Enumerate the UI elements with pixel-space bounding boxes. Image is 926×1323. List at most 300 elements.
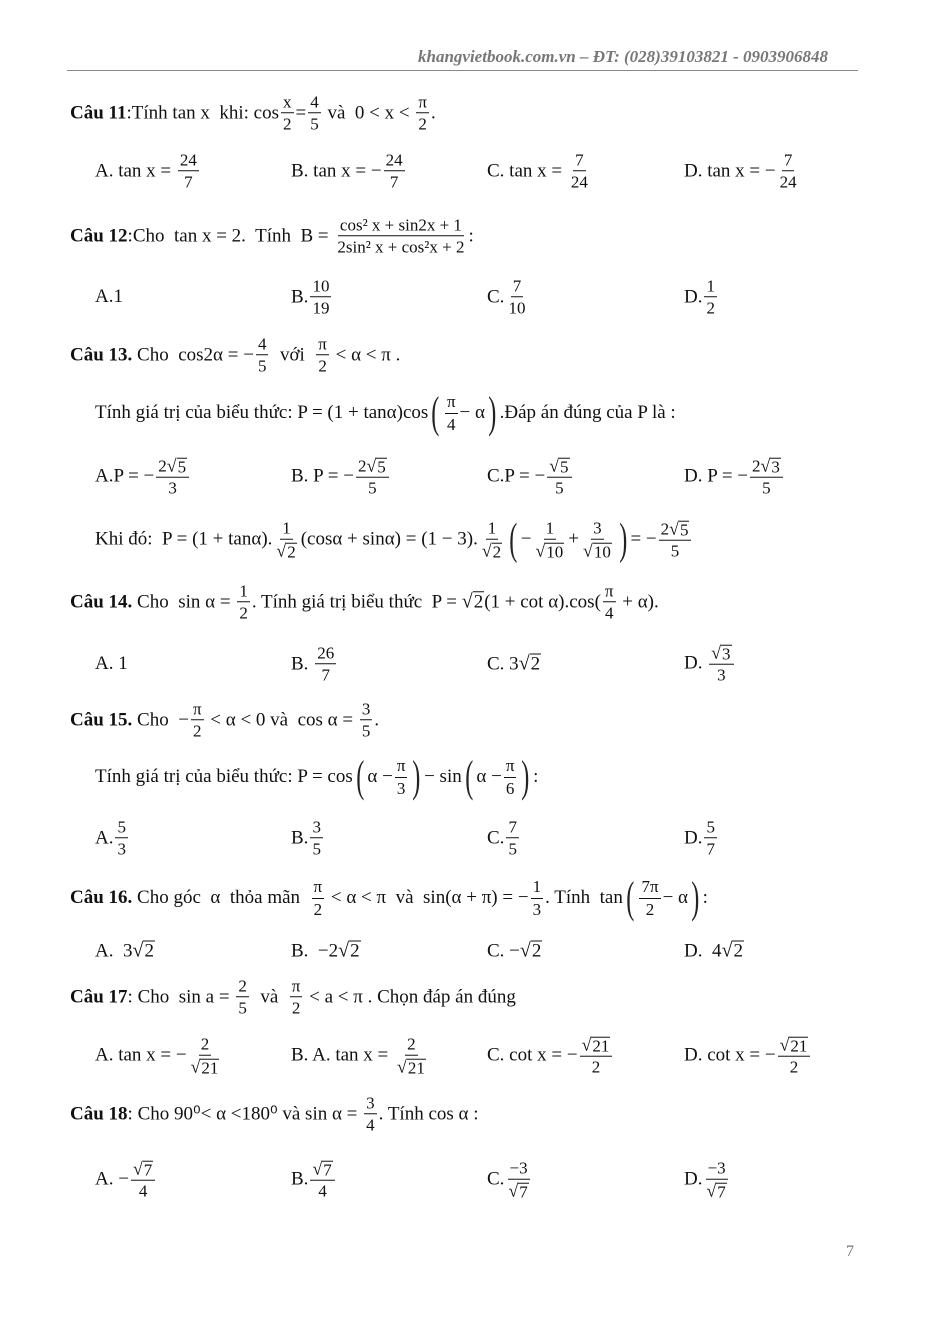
math-text: π [318, 334, 327, 354]
math-text: 2 [706, 298, 715, 318]
math-text: 5 [706, 817, 715, 837]
fraction [256, 333, 269, 377]
fraction [547, 455, 571, 500]
math-text: . Tính giá trị biểu thức P = [251, 591, 462, 612]
math-text: x [283, 92, 292, 112]
math-text: D. cot x = − [684, 1044, 776, 1066]
square-root [519, 653, 541, 676]
math-text: < α < π và sin(α + π) = − [326, 887, 529, 908]
math-text: 2 [418, 114, 427, 134]
square-root [761, 455, 781, 477]
radicand: 3 [771, 457, 780, 477]
math-text: Cho sin α = [132, 591, 236, 612]
fraction [115, 816, 128, 860]
square-root [397, 1056, 426, 1078]
fraction [750, 455, 783, 500]
math-text: 4 [138, 1182, 148, 1202]
left-paren: ( [465, 752, 474, 801]
math-text: C. [487, 1168, 505, 1190]
math-text: 3 [117, 839, 126, 859]
math-text: B. P = − [291, 465, 354, 487]
math-text: B. [291, 653, 314, 674]
math-text: 2 [357, 456, 367, 476]
square-root [366, 455, 386, 477]
radical-sign-icon: √ [581, 1034, 592, 1055]
answer-option-c[interactable] [487, 940, 542, 963]
fraction [581, 518, 614, 563]
fraction [189, 1034, 222, 1079]
math-text: 3 [717, 666, 726, 686]
answer-option-a[interactable] [95, 940, 155, 963]
radicand: 2 [144, 940, 154, 962]
answer-option-c[interactable] [487, 816, 521, 860]
denominator [137, 1181, 150, 1202]
denominator [290, 998, 303, 1019]
math-text: C. − [487, 940, 520, 961]
fraction [778, 149, 799, 193]
math-text: − [520, 528, 532, 550]
radicand: 2 [492, 542, 502, 562]
page-number: 7 [846, 1243, 854, 1260]
radicand: 2 [287, 542, 296, 562]
answer-option-d[interactable] [684, 275, 719, 319]
numerator [573, 149, 586, 171]
question-prompt [70, 975, 516, 1019]
fraction [639, 876, 660, 920]
numerator [156, 455, 189, 478]
math-text: 7 [389, 172, 399, 192]
radicand: 21 [592, 1036, 610, 1056]
numerator [280, 518, 293, 540]
radical-sign-icon: √ [338, 939, 350, 962]
radicand: 5 [177, 457, 187, 477]
math-text: (cosα + sinα) = (1 − 3). [300, 528, 478, 550]
fraction [281, 91, 294, 135]
fraction [236, 975, 249, 1019]
math-text: 24 [385, 150, 403, 170]
numerator [310, 1158, 334, 1181]
math-text: 5 [312, 839, 321, 859]
math-text: 5 [508, 839, 517, 859]
numerator [778, 1034, 811, 1057]
square-root [669, 518, 689, 540]
math-text: A. tan x = [95, 160, 176, 181]
fraction [480, 518, 504, 563]
square-root [711, 642, 731, 664]
numerator [199, 1034, 212, 1056]
fraction [364, 1092, 377, 1136]
numerator [310, 275, 331, 297]
square-root [167, 455, 187, 477]
answer-option-b[interactable] [291, 455, 391, 500]
answer-option-c[interactable] [487, 653, 541, 676]
denominator [480, 540, 504, 562]
numerator [310, 816, 323, 838]
radicand: 7 [519, 1182, 528, 1202]
radical-sign-icon: √ [549, 455, 560, 476]
numerator [486, 518, 499, 540]
numerator [178, 149, 199, 171]
radicand: 7 [143, 1160, 153, 1180]
header-rule [67, 70, 858, 71]
numerator [511, 275, 524, 297]
answer-option-c[interactable] [487, 1034, 614, 1079]
math-text: A. − [95, 1168, 129, 1190]
math-text: : [702, 887, 708, 908]
question-prompt [70, 580, 659, 624]
answer-option-a[interactable] [95, 816, 130, 860]
math-text: 4 [447, 414, 456, 434]
answer-option-d[interactable] [684, 149, 801, 193]
radical-sign-icon: √ [190, 1056, 201, 1077]
answer-option-a[interactable] [95, 455, 191, 500]
radical-sign-icon: √ [132, 939, 144, 962]
math-text: 5 [361, 721, 371, 741]
numerator [750, 455, 783, 478]
square-root [721, 940, 743, 963]
numerator [236, 975, 249, 997]
math-text: Tính giá trị của biểu thức: P = cos [95, 766, 353, 787]
math-text: . [430, 102, 436, 123]
fraction [569, 149, 590, 193]
right-paren: ) [488, 388, 497, 437]
parenthesized-group [428, 388, 499, 437]
numerator [281, 91, 294, 113]
denominator [416, 114, 429, 135]
numerator [580, 1034, 613, 1057]
math-text: Cho cos2α = − [132, 344, 254, 365]
fraction [709, 642, 733, 687]
math-text: B. [291, 1168, 309, 1190]
math-text: 7 [184, 172, 193, 192]
radical-sign-icon: √ [166, 455, 177, 476]
math-text: 4 [257, 334, 267, 354]
denominator [669, 541, 682, 562]
question-label: Câu 14. [70, 591, 133, 612]
question-prompt [70, 214, 474, 258]
numerator [290, 975, 303, 997]
math-text: = − [630, 528, 657, 550]
math-text: + α). [617, 591, 659, 612]
radical-sign-icon: √ [706, 1180, 717, 1201]
right-paren: ) [691, 873, 700, 922]
radical-sign-icon: √ [481, 540, 492, 561]
radicand: 2 [530, 653, 541, 675]
math-text: C. [487, 286, 505, 307]
numerator [338, 214, 464, 236]
math-text: B. [291, 286, 309, 307]
answer-option-a[interactable] [95, 653, 128, 675]
math-text: 2sin² x + cos²x + 2 [337, 237, 465, 257]
math-text: :Cho tan x = 2. Tính B = [127, 225, 334, 246]
answer-option-d[interactable] [684, 1158, 731, 1203]
math-text: cos² x + sin2x + 1 [339, 215, 462, 235]
parenthesized-group [462, 752, 533, 801]
square-root [582, 1034, 611, 1056]
fraction [315, 642, 336, 686]
fraction [191, 698, 204, 742]
math-text: 24 [570, 172, 588, 192]
radical-sign-icon: √ [132, 1158, 143, 1179]
radical-sign-icon: √ [669, 518, 679, 539]
numerator [506, 816, 519, 838]
question-label: Câu 16. [70, 887, 133, 908]
square-root [482, 540, 502, 562]
fraction [237, 580, 250, 624]
fraction [156, 455, 189, 500]
answer-option-b[interactable] [291, 1158, 337, 1203]
denominator [445, 414, 458, 435]
numerator [544, 518, 557, 540]
answer-option-b[interactable] [291, 1034, 430, 1079]
answer-option-b[interactable] [291, 816, 325, 860]
denominator [310, 298, 331, 319]
answer-option-c[interactable] [487, 1158, 533, 1203]
question-text [95, 752, 539, 801]
radicand: 21 [790, 1036, 808, 1056]
fraction [506, 275, 527, 319]
math-text: 5 [238, 998, 247, 1018]
math-text: 2 [407, 1034, 416, 1054]
math-text: 4 [604, 603, 614, 623]
denominator [319, 665, 332, 686]
numerator [395, 755, 408, 777]
answer-option-a[interactable] [95, 1034, 223, 1079]
denominator [704, 839, 717, 860]
math-text: 5 [117, 817, 126, 837]
math-text: 3 [593, 518, 602, 538]
radical-sign-icon: √ [508, 1180, 519, 1201]
numerator [312, 876, 325, 898]
answer-option-b[interactable] [291, 149, 407, 193]
math-text: + [568, 528, 580, 550]
square-root [462, 591, 484, 614]
radical-sign-icon: √ [518, 652, 530, 675]
math-text: π [192, 699, 202, 719]
math-text: A. tan x = − [95, 1044, 187, 1066]
radicand: 2 [733, 940, 743, 962]
right-paren: ) [521, 752, 530, 801]
denominator [590, 1057, 603, 1078]
answer-option-d[interactable] [684, 940, 744, 963]
denominator [310, 839, 323, 860]
answer-option-b[interactable] [291, 275, 333, 319]
math-text: 2 [158, 456, 167, 476]
denominator [569, 172, 590, 193]
denominator [335, 237, 466, 258]
radical-sign-icon: √ [721, 939, 733, 962]
math-text: B. A. tan x = [291, 1044, 394, 1066]
question-prompt [70, 91, 436, 135]
square-root [312, 1158, 332, 1180]
radicand: 2 [473, 591, 484, 613]
numerator [384, 149, 405, 171]
math-text: A. 1 [95, 653, 128, 674]
denominator [506, 298, 527, 319]
denominator [237, 603, 250, 624]
denominator [760, 478, 773, 499]
numerator [115, 816, 128, 838]
math-text: 2 [645, 899, 655, 919]
square-root [191, 1056, 220, 1078]
radical-sign-icon: √ [397, 1056, 407, 1077]
math-text: 7π [641, 877, 659, 897]
radical-sign-icon: √ [711, 642, 722, 663]
denominator [395, 778, 408, 799]
denominator [236, 998, 249, 1019]
math-text: 5 [762, 479, 771, 499]
denominator [581, 540, 614, 562]
numerator [191, 698, 204, 720]
answer-option-c[interactable] [487, 149, 592, 193]
math-text: 7 [512, 276, 522, 296]
numerator [356, 455, 389, 478]
fraction [178, 149, 199, 193]
radical-sign-icon: √ [779, 1034, 790, 1055]
math-text: 10 [508, 298, 526, 318]
math-text: 1 [706, 276, 715, 296]
square-root [133, 1158, 153, 1180]
answer-option-a[interactable] [95, 1158, 157, 1203]
numerator [639, 876, 660, 898]
math-text: B. [291, 827, 309, 848]
math-text: 7 [575, 150, 584, 170]
fraction [131, 1158, 155, 1203]
numerator [591, 518, 604, 540]
denominator [281, 114, 294, 135]
fraction [384, 149, 405, 193]
math-text: 3 [361, 699, 371, 719]
math-text: D. [684, 1168, 703, 1190]
math-text: : [468, 225, 474, 246]
radical-sign-icon: √ [535, 540, 546, 561]
answer-option-c[interactable] [487, 455, 574, 500]
left-paren: ( [509, 514, 518, 564]
answer-option-d[interactable] [684, 1034, 812, 1079]
math-text: (1 + cot α).cos( [484, 591, 601, 612]
fraction [778, 1034, 811, 1079]
math-text: D. 4 [684, 940, 722, 961]
math-text: B. tan x = − [291, 160, 382, 181]
math-text: :Tính tan x khi: cos [126, 102, 280, 123]
answer-option-a[interactable] [95, 286, 123, 308]
square-root [583, 540, 612, 562]
math-text: D. P = − [684, 465, 749, 487]
numerator [256, 333, 269, 355]
denominator [316, 356, 329, 377]
fraction [312, 876, 325, 920]
numerator [445, 391, 458, 413]
math-text: 2 [192, 721, 202, 741]
question-text [95, 514, 693, 564]
math-text: 1 [487, 518, 497, 538]
math-text: 19 [312, 298, 330, 318]
right-paren: ) [412, 752, 421, 801]
answer-option-d[interactable] [684, 642, 736, 687]
fraction [290, 975, 303, 1019]
numerator [709, 642, 733, 665]
question-label: Câu 18 [70, 1103, 128, 1124]
answer-option-c[interactable] [487, 275, 529, 319]
answer-option-b[interactable] [291, 642, 338, 686]
denominator [360, 721, 373, 742]
numerator [315, 642, 336, 664]
math-text: 1 [545, 518, 555, 538]
denominator [504, 778, 517, 799]
math-text: 4 [318, 1182, 327, 1202]
math-text: 3 [366, 1093, 375, 1113]
math-text: 1 [239, 581, 248, 601]
parenthesized-group [623, 873, 703, 922]
denominator [395, 1056, 428, 1078]
denominator [256, 356, 269, 377]
radicand: 21 [201, 1058, 219, 1078]
math-text: − sin [424, 766, 462, 787]
question-label: Câu 15. [70, 709, 133, 730]
denominator [316, 1181, 329, 1202]
numerator [704, 816, 717, 838]
fraction [445, 391, 458, 435]
numerator [316, 333, 329, 355]
radicand: 10 [546, 542, 564, 562]
radicand: 3 [722, 644, 731, 664]
denominator [704, 1180, 728, 1202]
math-text: . Tính tan [545, 887, 623, 908]
answer-option-b[interactable] [291, 940, 361, 963]
math-text: 2 [660, 519, 670, 539]
math-text: π [313, 877, 323, 897]
math-text: π [418, 92, 427, 112]
math-text: 10 [312, 276, 330, 296]
question-prompt [70, 1092, 479, 1136]
fraction [360, 698, 373, 742]
question-prompt [70, 698, 379, 742]
math-text: 5 [310, 114, 319, 134]
numerator [531, 876, 544, 898]
math-text: C.P = − [487, 465, 546, 487]
denominator [274, 540, 298, 562]
denominator [506, 839, 519, 860]
math-text: 5 [257, 356, 267, 376]
fraction [534, 518, 567, 563]
denominator [534, 540, 567, 562]
square-root [132, 940, 154, 963]
fraction [580, 1034, 613, 1079]
math-text: Cho − [132, 709, 189, 730]
radicand: 5 [560, 457, 569, 477]
fraction [308, 91, 321, 135]
square-root [706, 1180, 726, 1202]
numerator [704, 275, 717, 297]
denominator [388, 172, 401, 193]
math-text: π [396, 756, 406, 776]
answer-option-d[interactable] [684, 455, 785, 500]
denominator [778, 172, 799, 193]
math-text: 2 [283, 114, 292, 134]
denominator [506, 1180, 530, 1202]
denominator [715, 665, 728, 686]
left-paren: ( [431, 388, 440, 437]
numerator [504, 755, 517, 777]
fraction [504, 755, 517, 799]
answer-option-a[interactable] [95, 149, 201, 193]
math-text: C. 3 [487, 653, 519, 674]
answer-option-d[interactable] [684, 816, 719, 860]
math-text: A. 3 [95, 940, 133, 961]
math-text: < α < π . [330, 344, 401, 365]
math-text: π [505, 756, 515, 776]
numerator [603, 580, 616, 602]
